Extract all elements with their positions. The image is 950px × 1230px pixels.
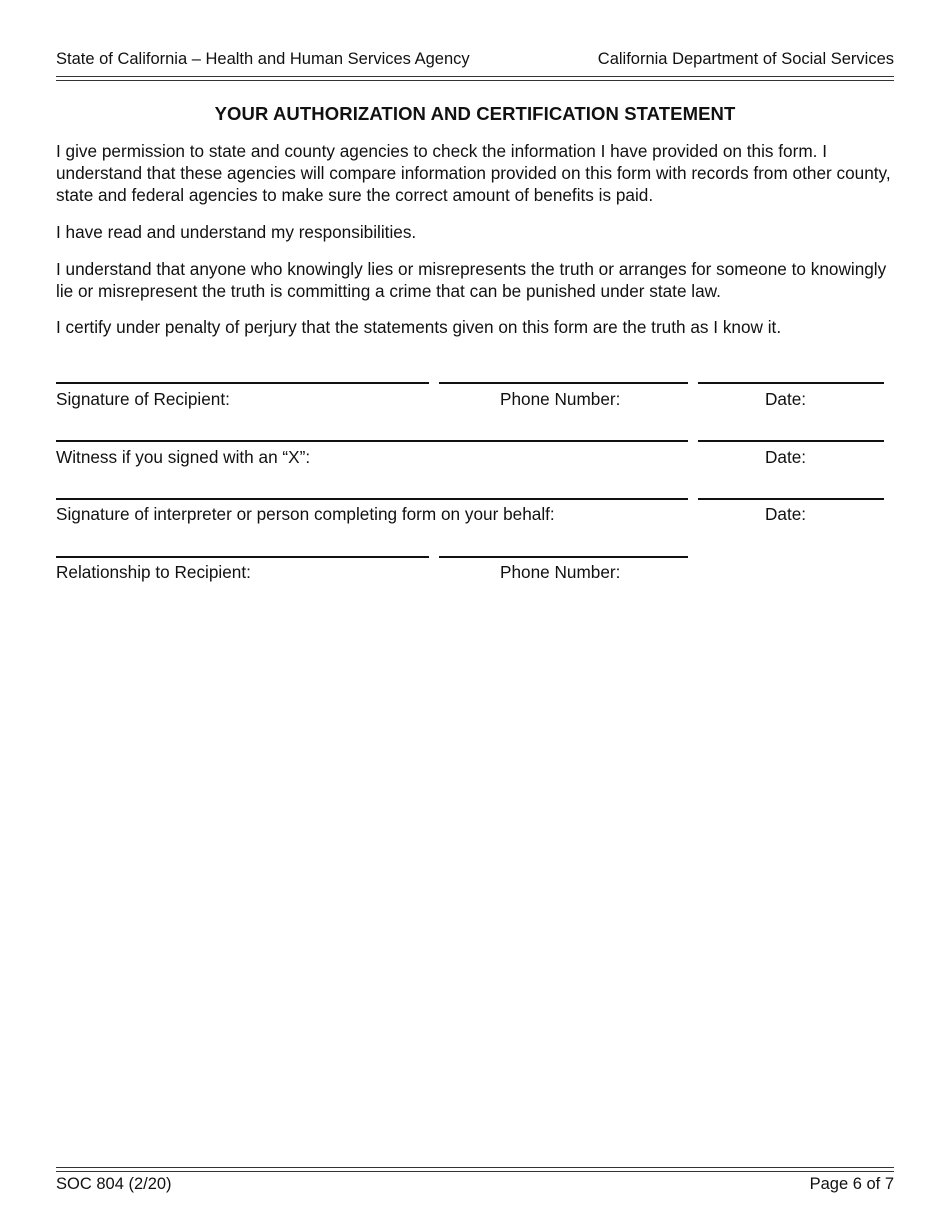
interpreter-label: Signature of interpreter or person completing form on your behalf: [56,504,555,524]
relationship-phone-label: Phone Number: [500,562,621,582]
page-footer [56,1175,894,1194]
recipient-phone-label: Phone Number: [500,389,621,409]
recipient-signature-label: Signature of Recipient: [56,389,230,409]
department-name: California Department of Social Services [597,50,894,68]
interpreter-date-label: Date: [765,504,807,524]
perjury-paragraph: I certify under penalty of perjury that the statements given on this form are the truth as I know it. [56,317,782,337]
witness-label: Witness if you signed with an “X”: [56,447,311,467]
recipient-date-label: Date: [765,389,807,409]
page-header [56,50,894,74]
relationship-label: Relationship to Recipient: [56,562,251,582]
agency-name: State of California – Health and Human Services Agency [56,50,470,68]
page-number: Page 6 of 7 [809,1175,894,1193]
witness-date-label: Date: [765,447,807,467]
witness-signature-line[interactable] [56,440,688,442]
page-title: YOUR AUTHORIZATION AND CERTIFICATION STATEMENT [214,103,736,124]
recipient-date-line[interactable] [698,382,884,384]
header-divider [56,76,894,81]
footer-divider [56,1167,894,1172]
relationship-line[interactable] [56,556,429,558]
relationship-phone-line[interactable] [439,556,688,558]
recipient-signature-line[interactable] [56,382,429,384]
recipient-phone-line[interactable] [439,382,688,384]
interpreter-date-line[interactable] [698,498,884,500]
permission-paragraph: I give permission to state and county agencies to check the information I have provided on this form. I understand that these agencies will compare information provided on this form with records from other county, state and federal agencies to make sure the correct amount of benefits is paid. [56,141,891,205]
interpreter-signature-line[interactable] [56,498,688,500]
responsibilities-paragraph: I have read and understand my responsibilities. [56,222,417,242]
form-id: SOC 804 (2/20) [56,1175,172,1193]
witness-date-line[interactable] [698,440,884,442]
crime-paragraph: I understand that anyone who knowingly lies or misrepresents the truth or arranges for someone to knowingly lie or misrepresent the truth is committing a crime that can be punished under state law. [56,259,887,301]
